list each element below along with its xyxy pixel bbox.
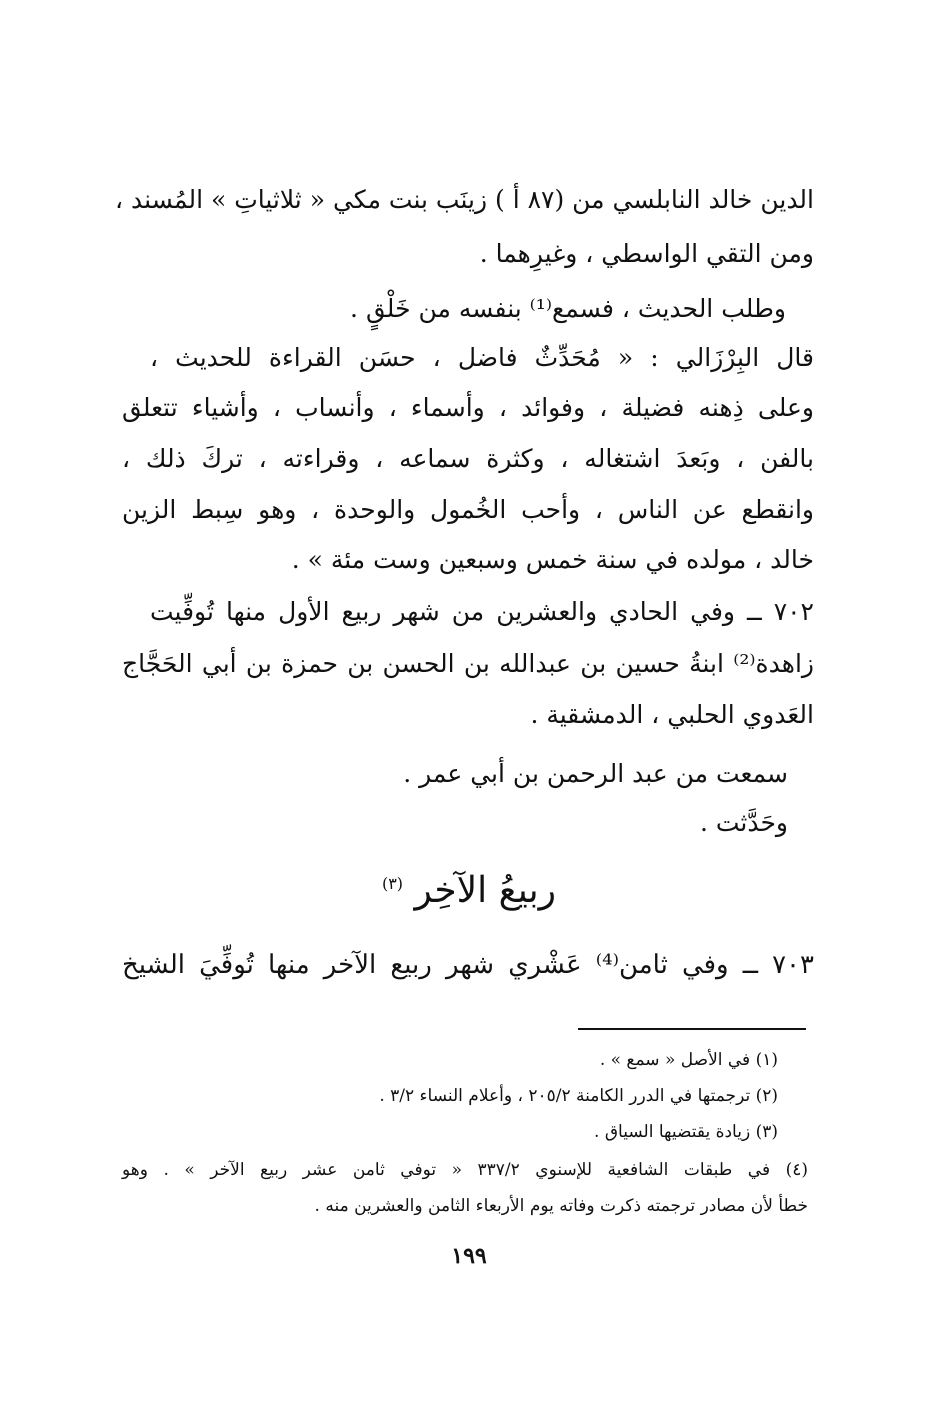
text-line-4: قال البِرْزَالي : « مُحَدِّثٌ فاضل ، حسَن القراءة للحديث ، xyxy=(150,343,814,372)
entry-702-line-4: سمعت من عبد الرحمن بن أبي عمر . xyxy=(403,759,788,788)
page-number: ١٩٩ xyxy=(451,1243,487,1269)
text-line-1: الدين خالد النابلسي من (٨٧ أ ) زينَب بنت مكي « ثلاثياتِ » المُسند ، xyxy=(115,185,814,214)
entry-703-line: ٧٠٣ ــ وفي ثامن⁽⁴⁾ عَشْري شهر ربيع الآخر منها تُوفِّيَ الشيخ xyxy=(122,950,814,980)
text-line-2: ومن التقي الواسطي ، وغيرِهما . xyxy=(479,239,814,268)
text-line-8: خالد ، مولده في سنة خمس وسبعين وست مئة » . xyxy=(291,545,814,574)
text-line-3: وطلب الحديث ، فسمع⁽¹⁾ بنفسه من خَلْقٍ . xyxy=(350,294,786,323)
entry-702-line-1: ٧٠٢ ــ وفي الحادي والعشرين من شهر ربيع الأول منها تُوفِّيت xyxy=(150,597,814,626)
entry-702-line-5: وحَدَّثت . xyxy=(699,808,788,837)
entry-702-line-2: زاهدة⁽²⁾ ابنةُ حسين بن عبدالله بن الحسن بن حمزة بن أبي الحَجَّاج xyxy=(122,649,814,678)
entry-702-line-3: العَدوي الحلبي ، الدمشقية . xyxy=(530,700,814,729)
footnote-separator xyxy=(578,1028,806,1030)
text-line-7: وانقطع عن الناس ، وأحب الخُمول والوحدة ، وهو سِبط الزين xyxy=(122,495,814,524)
text-line-5: وعلى ذِهنه فضيلة ، وفوائد ، وأسماء ، وأنساب ، وأشياء تتعلق xyxy=(122,393,814,422)
heading-footnote-marker: (٣) xyxy=(381,874,404,893)
footnote-2: (٢) ترجمتها في الدرر الكامنة ٢٠٥/٢ ، وأعلام النساء ٣/٢ . xyxy=(379,1086,778,1106)
footnote-1: (١) في الأصل « سمع » . xyxy=(599,1050,778,1070)
footnote-3: (٣) زيادة يقتضيها السياق . xyxy=(594,1122,778,1142)
heading-text: ربيعُ الآخِر xyxy=(414,870,557,911)
footnote-4-line-2: خطأ لأن مصادر ترجمته ذكرت وفاته يوم الأربعاء الثامن والعشرين منه . xyxy=(314,1196,808,1216)
text-line-6: بالفن ، وبَعدَ اشتغاله ، وكثرة سماعه ، وقراءته ، تركَ ذلك ، xyxy=(122,444,814,473)
section-heading xyxy=(0,854,938,921)
footnote-4-line-1: (٤) في طبقات الشافعية للإسنوي ٣٣٧/٢ « توفي ثامن عشر ربيع الآخر » . وهو xyxy=(122,1160,808,1180)
